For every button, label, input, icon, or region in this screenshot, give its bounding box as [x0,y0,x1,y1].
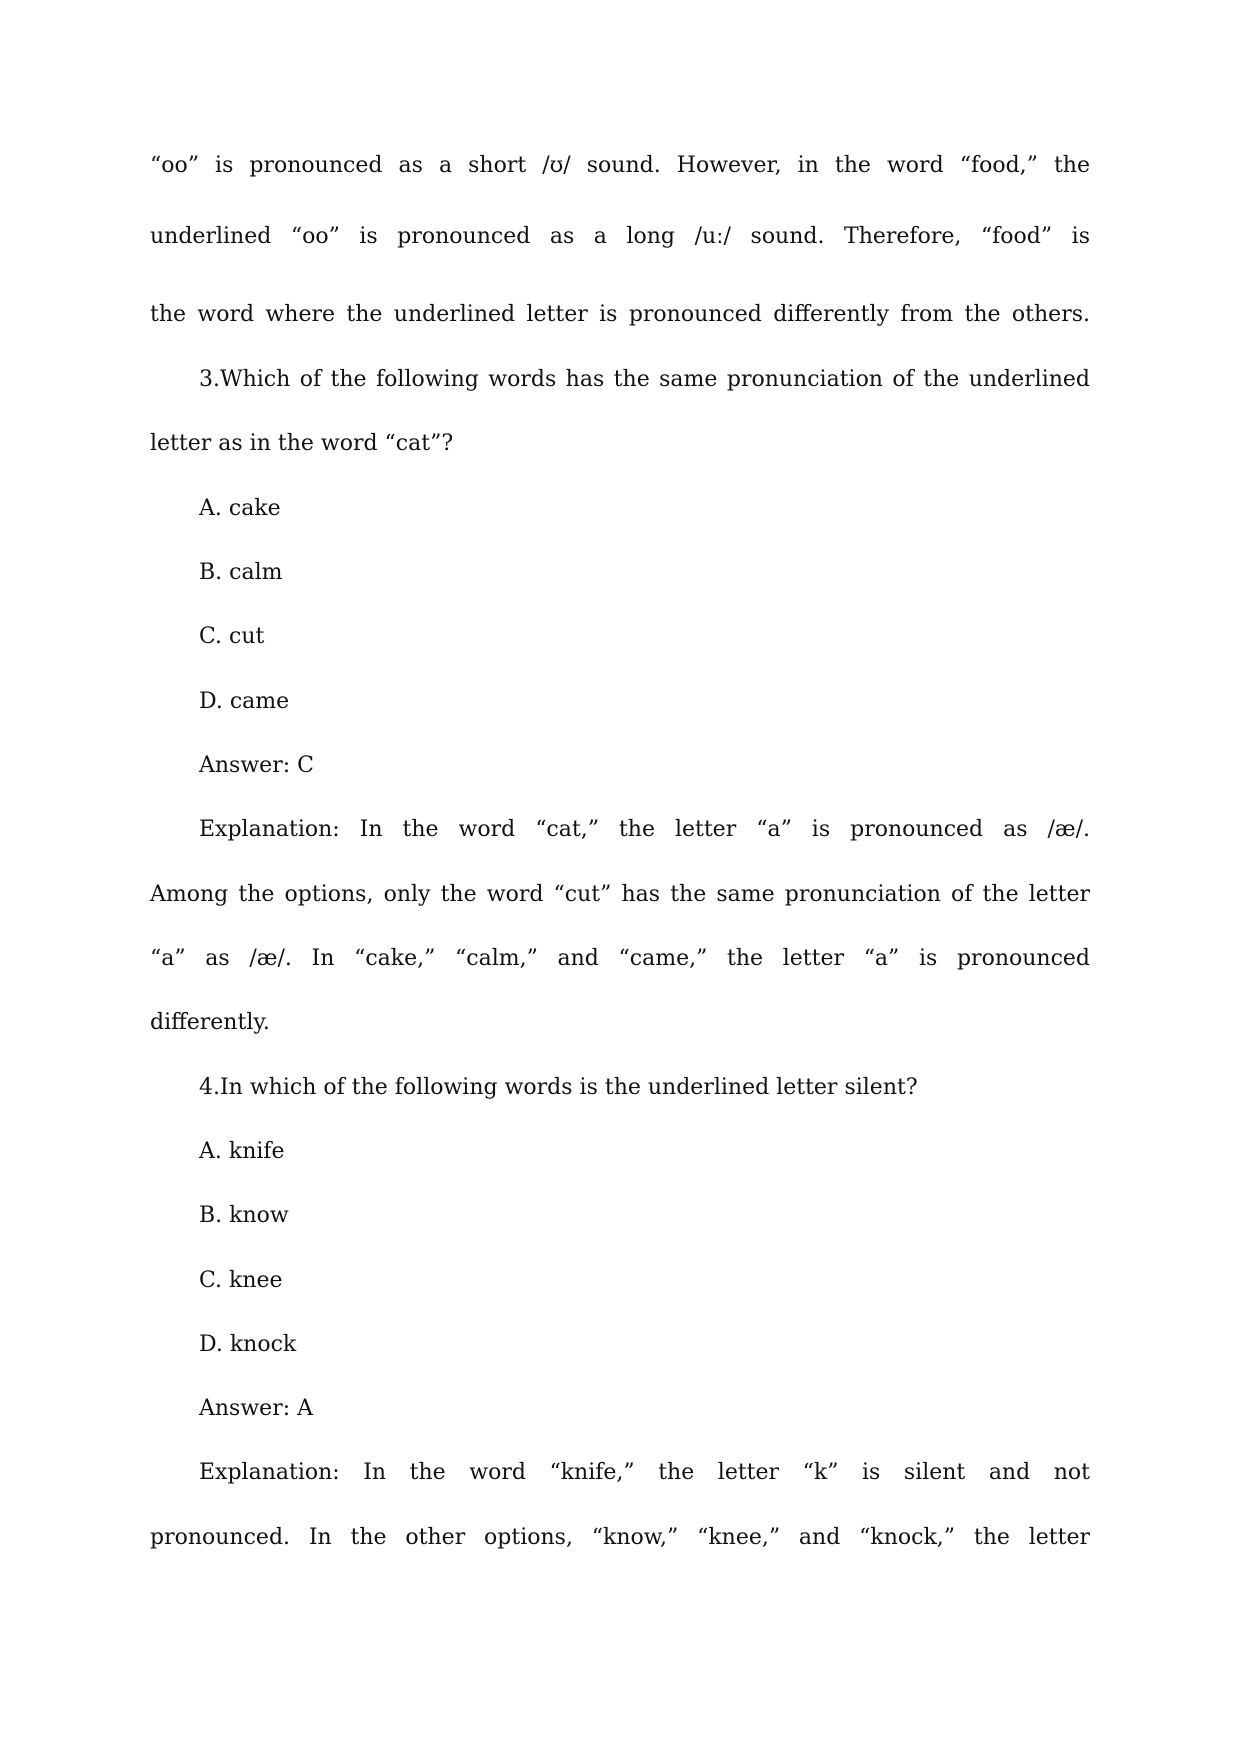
question-3-option-d: D. came [199,689,290,714]
question-3-answer: Answer: C [199,753,314,778]
question-4-answer: Answer: A [199,1396,314,1421]
question-3-option-a: A. cake [199,496,281,521]
question-3-line-1: 3.Which of the following words has the same pronunciation of the underlined [199,367,1090,392]
question-3-option-b: B. calm [199,560,283,585]
question-4-option-c: C. knee [199,1268,283,1293]
question-4-option-a: A. knife [199,1139,285,1164]
question-3-explanation-line-1: Explanation: In the word “cat,” the letter “a” is pronounced as /æ/. [199,817,1090,842]
question-3-option-c: C. cut [199,624,265,649]
question-3-explanation-line-3: “a” as /æ/. In “cake,” “calm,” and “came,” the letter “a” is pronounced [150,946,1090,971]
question-4-option-b: B. know [199,1203,289,1228]
question-3-line-2: letter as in the word “cat”? [150,431,454,456]
continuation-line-2: underlined “oo” is pronounced as a long /uː/ sound. Therefore, “food” is [150,224,1090,249]
question-4-option-d: D. knock [199,1332,297,1357]
continuation-line-1: “oo” is pronounced as a short /ʊ/ sound. However, in the word “food,” the [150,153,1090,178]
question-4-text: 4.In which of the following words is the underlined letter silent? [199,1075,918,1100]
question-3-explanation-line-4: differently. [150,1010,270,1035]
question-3-explanation-line-2: Among the options, only the word “cut” has the same pronunciation of the letter [150,882,1090,907]
question-4-explanation-line-1: Explanation: In the word “knife,” the letter “k” is silent and not [199,1460,1090,1485]
question-4-explanation-line-2: pronounced. In the other options, “know,” “knee,” and “knock,” the letter [150,1525,1090,1550]
continuation-line-3: the word where the underlined letter is pronounced differently from the others. [150,302,1090,327]
